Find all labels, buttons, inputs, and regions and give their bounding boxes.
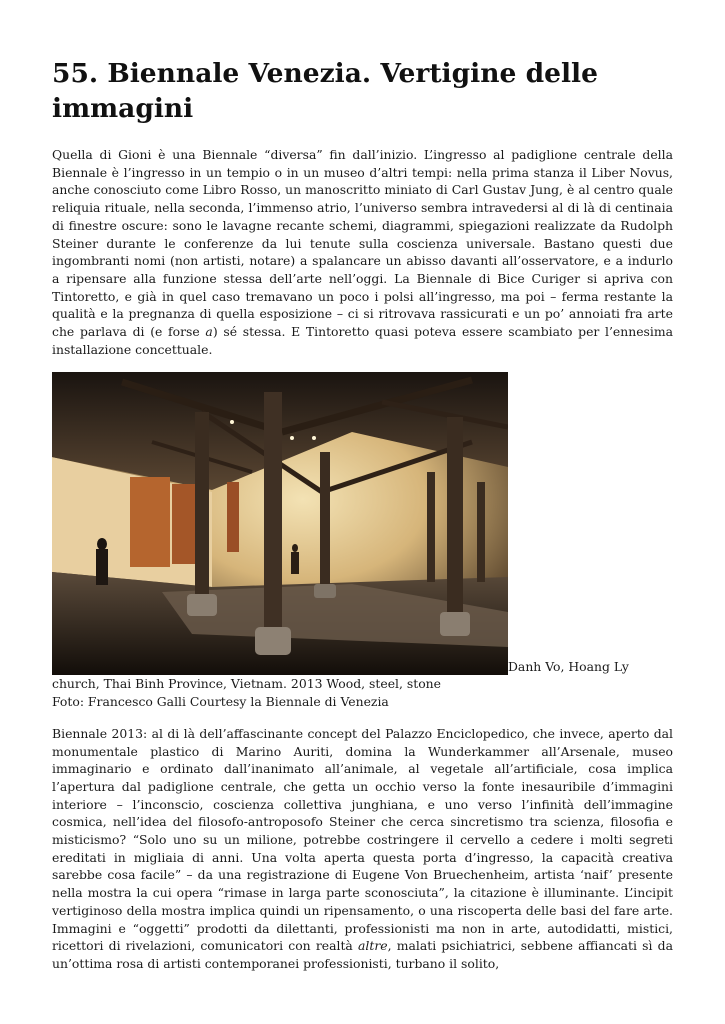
photo-credit: Foto: Francesco Galli Courtesy la Biennale di Venezia	[52, 694, 389, 710]
intro-text-end: ) sé stessa. E Tintoretto quasi poteva essere scambiato per l’ennesima installazione concettuale.	[52, 324, 674, 357]
article-title: 55. Biennale Venezia. Vertigine delle immagini	[52, 58, 598, 124]
article	[52, 56, 673, 973]
body-paragraph	[52, 725, 673, 973]
figure	[52, 372, 673, 675]
body-emphasis: altre	[358, 938, 388, 954]
intro-paragraph	[52, 146, 673, 358]
figure-caption	[52, 675, 673, 710]
intro-text: Quella di Gioni è una Biennale “diversa” fin dall’inizio. L’ingresso al padiglione centrale della Biennale è l’ingresso in un tempio o in un museo d’altri tempi: nella prima stanza il Liber Novus, anche conosciuto come Libro Rosso, un manoscritto miniato di Carl Gustav Jung, è al centro quale reliquia rituale, nella seconda, l’immenso atrio, l’universo sembra intravedersi al di là di centinaia di finestre oscure: sono le lavagne recante schemi, diagrammi, spiegazioni realizzate da Rudolph Steiner durante le conferenze da lui tenute sulla coscienza universale. Bastano questi due ingombranti nomi (non artisti, notare) a spalancare un abisso davanti all’osservatore, e a indurlo a ripensare alla funzione stessa dell’arte nell’oggi. La Biennale di Bice Curiger si apriva con Tintoretto, e già in quel caso tremavano un poco i polsi all’ingresso, ma poi – ferma restante la qualità e la pregnanza di quella esposizione – ci si ritrovava rassicurati e un po’ annoiati fra arte che parlava di (e forse	[52, 147, 673, 340]
exhibition-photo	[52, 372, 508, 675]
figure-credit-rest: church, Thai Binh Province, Vietnam. 2013 Wood, steel, stone	[52, 676, 441, 692]
intro-emphasis: a	[205, 324, 213, 340]
figure-credit-first-line: Danh Vo, Hoang Ly	[508, 658, 629, 674]
body-text: Biennale 2013: al di là dell’affascinante concept del Palazzo Enciclopedico, che invece, aperto dal monumentale plastico di Marino Auriti, domina la Wunderkammer all’Arsenale, museo immaginario e ordinato dall’inanimato all’animale, al vegetale all’artificiale, cosa implica l’apertura dal padiglione centrale, che getta un occhio verso la fonte inesauribile d’immagini interiore – l’inconscio, coscienza collettiva junghiana, e uno verso l’infinità dell’immagine cosmica, nell’idea del filosofo-antroposofo Steiner che cerca sincretismo tra scienza, filosofia e misticismo? “Solo uno su un milione, potrebbe costringere il cervello a cedere i molti segreti ereditati in migliaia di anni. Una volta aperta questa porta d’ingresso, la capacità creativa sarebbe cosa facile” – da una registrazione di Eugene Von Bruechenheim, artista ‘naif’ presente nella mostra la cui opera “rimase in larga parte sconosciuta”, la citazione è illuminante. L’incipit vertiginoso della mostra implica quindi un ripensamento, o una riscoperta delle basi del fare arte. Immagini e “oggetti” prodotti da dilettanti, professionisti ma non in arte, autodidatti, mistici, ricettori di rivelazioni, comunicatori con realtà	[52, 725, 673, 954]
body-text-end: , malati psichiatrici, sebbene affiancati sì da un’ottima rosa di artisti contemporanei professionisti, turbano il solito,	[52, 938, 674, 971]
